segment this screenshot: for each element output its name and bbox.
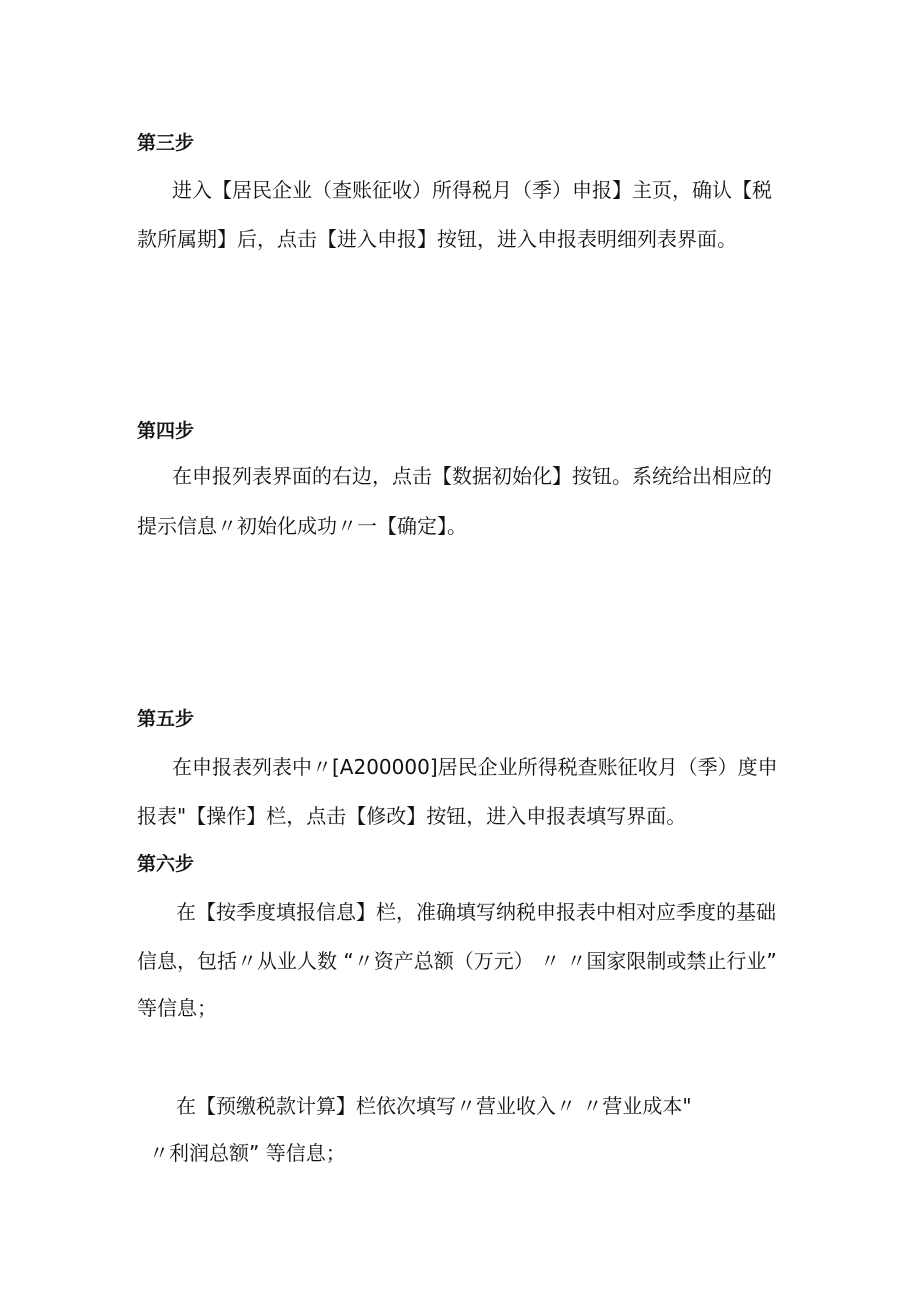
step-4-line-1: 在申报列表界面的右边，点击【数据初始化】按钮。系统给出相应的 bbox=[172, 464, 772, 488]
step-3-line-1: 进入【居民企业（查账征收）所得税月（季）申报】主页，确认【税 bbox=[172, 178, 772, 202]
step-6-line-5: 〃利润总额” 等信息； bbox=[149, 1141, 346, 1165]
step-6-heading: 第六步 bbox=[137, 853, 195, 875]
step-4-heading: 第四步 bbox=[137, 420, 195, 442]
step-6-line-2: 信息，包括〃从业人数 “〃资产总额（万元） 〃 〃国家限制或禁止行业” bbox=[137, 949, 777, 973]
step-5-line-2: 报表"【操作】栏，点击【修改】按钮，进入申报表填写界面。 bbox=[137, 804, 687, 828]
step-5-line-1: 在申报表列表中〃[A200000]居民企业所得税查账征收月（季）度申 bbox=[172, 755, 778, 779]
step-3-heading: 第三步 bbox=[137, 132, 195, 154]
step-6-line-4: 在【预缴税款计算】栏依次填写〃营业收入〃 〃营业成本" bbox=[176, 1094, 692, 1118]
step-6-line-1: 在【按季度填报信息】栏，准确填写纳税申报表中相对应季度的基础 bbox=[176, 900, 776, 924]
step-3-line-2: 款所属期】后，点击【进入申报】按钮，进入申报表明细列表界面。 bbox=[137, 227, 737, 251]
step-5-heading: 第五步 bbox=[137, 708, 195, 730]
step-6-line-3: 等信息； bbox=[137, 996, 217, 1020]
step-4-line-2: 提示信息〃初始化成功〃一【确定】。 bbox=[137, 514, 467, 538]
